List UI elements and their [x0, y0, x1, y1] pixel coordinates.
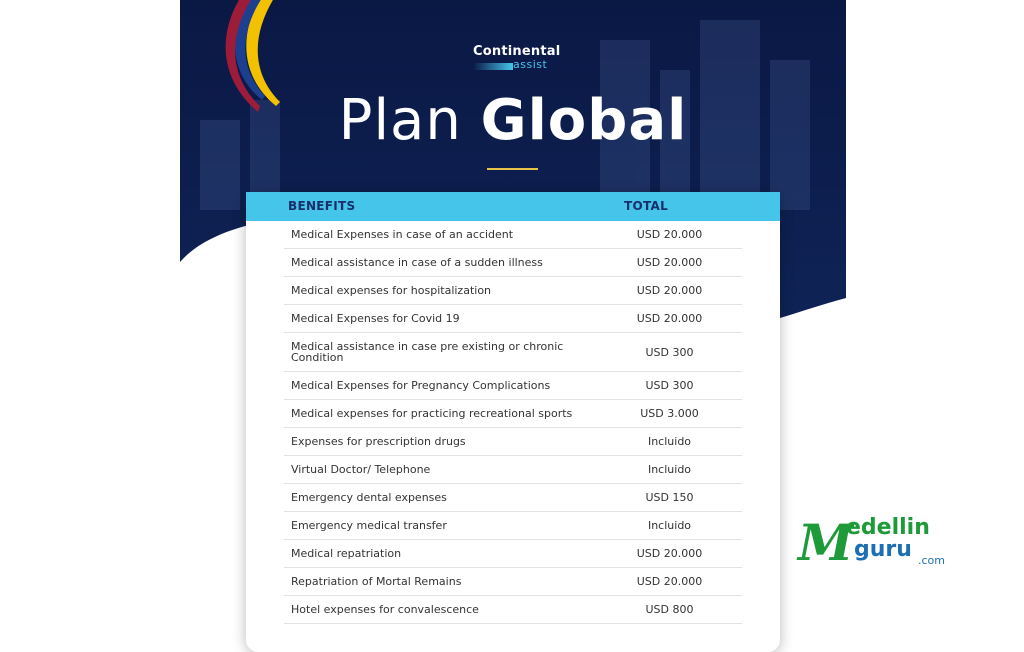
benefits-table	[246, 192, 780, 652]
benefit-cell: Medical expenses for hospitalization	[291, 284, 492, 297]
header-total: TOTAL	[624, 199, 669, 213]
benefit-cell: Medical Expenses for Covid 19	[291, 312, 460, 325]
title-underline	[487, 168, 538, 170]
benefit-cell: Repatriation of Mortal Remains	[291, 575, 462, 588]
title-light: Plan	[338, 88, 462, 153]
table-row	[284, 512, 742, 540]
table-header	[246, 192, 780, 221]
brand-logo	[473, 44, 593, 72]
table-row	[284, 221, 742, 249]
total-cell: USD 300	[645, 345, 694, 359]
table-row	[284, 568, 742, 596]
title-bold: Global	[480, 88, 688, 153]
benefit-cell: Virtual Doctor/ Telephone	[291, 463, 431, 476]
benefit-cell: Medical Expenses for Pregnancy Complications	[291, 379, 551, 392]
total-cell: USD 20.000	[636, 575, 703, 588]
watermark-sub: guru	[854, 537, 912, 562]
benefit-cell: Hotel expenses for convalescence	[291, 603, 479, 616]
total-cell: USD 20.000	[636, 312, 703, 325]
table-row	[284, 305, 742, 333]
table-row	[284, 400, 742, 428]
table-body	[284, 221, 742, 624]
total-cell: USD 800	[645, 603, 694, 616]
total-cell: USD 20.000	[636, 228, 703, 241]
total-cell: USD 150	[645, 491, 694, 504]
benefit-cell: Medical assistance in case pre existing or chronic Condition	[291, 340, 564, 364]
benefit-cell: Emergency medical transfer	[291, 519, 447, 532]
benefit-cell: Medical expenses for practicing recreational sports	[291, 407, 573, 420]
total-cell: USD 20.000	[636, 284, 703, 297]
benefit-cell: Expenses for prescription drugs	[291, 435, 466, 448]
page-title	[180, 88, 846, 154]
header-benefits: BENEFITS	[288, 199, 356, 213]
watermark-m: M	[798, 513, 854, 572]
medellin-guru-watermark	[796, 508, 956, 572]
benefit-cell: Medical Expenses in case of an accident	[291, 228, 514, 241]
brand-name: Continental	[473, 44, 561, 59]
table-row	[284, 277, 742, 305]
table-row	[284, 456, 742, 484]
table-row	[284, 484, 742, 512]
total-cell: Incluido	[647, 463, 692, 476]
total-cell: USD 300	[645, 379, 694, 392]
table-row	[284, 428, 742, 456]
watermark-name: edellin	[846, 515, 930, 540]
table-row	[284, 249, 742, 277]
watermark-tld: .com	[918, 554, 945, 567]
table-row	[284, 596, 742, 624]
brand-sub: assist	[513, 58, 548, 71]
total-cell: USD 20.000	[636, 547, 703, 560]
table-row	[284, 372, 742, 400]
total-cell: Incluido	[647, 435, 692, 448]
table-row	[284, 333, 742, 372]
benefit-cell: Medical repatriation	[291, 547, 402, 560]
benefit-cell: Medical assistance in case of a sudden illness	[291, 256, 543, 269]
table-row	[284, 540, 742, 568]
benefit-cell: Emergency dental expenses	[291, 491, 447, 504]
total-cell: Incluido	[647, 519, 692, 532]
total-cell: USD 20.000	[636, 256, 703, 269]
total-cell: USD 3.000	[640, 407, 699, 420]
brand-accent-bar	[473, 63, 513, 70]
